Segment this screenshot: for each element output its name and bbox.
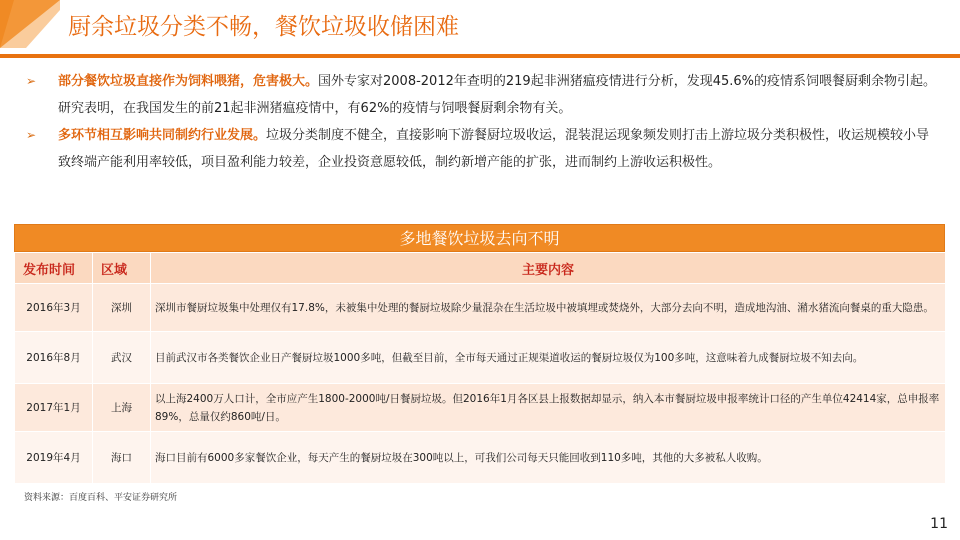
- cell-content: 目前武汉市各类餐饮企业日产餐厨垃圾1000多吨，但截至目前，全市每天通过正规渠道收运的餐厨垃圾仅为100多吨，这意味着九成餐厨垃圾不知去向。: [151, 332, 946, 384]
- waste-destination-table: [14, 224, 945, 484]
- cell-region: 深圳: [93, 284, 151, 332]
- page-number: 11: [930, 516, 948, 532]
- source-note: 资料来源：百度百科、平安证券研究所: [24, 493, 178, 503]
- cell-region: 海口: [93, 432, 151, 484]
- page-title: 厨余垃圾分类不畅，餐饮垃圾收储困难: [68, 14, 459, 40]
- bullet-lead: 部分餐饮垃圾直接作为饲料喂猪，危害极大。: [58, 74, 319, 89]
- table-title: 多地餐饮垃圾去向不明: [14, 224, 945, 252]
- cell-content: 海口目前有6000多家餐饮企业，每天产生的餐厨垃圾在300吨以上，可我们公司每天只能回收到110多吨，其他的大多被私人收购。: [151, 432, 946, 484]
- bullet-item-pig-feed: [24, 68, 942, 122]
- table-header-row: [15, 253, 946, 284]
- table-row: [15, 432, 946, 484]
- column-header-date: 发布时间: [15, 253, 93, 284]
- bullet-body: 国外专家对2008-2012年查明的219起非洲猪瘟疫情进行分析，发现45.6%的疫情系饲喂餐厨剩余物引起。研究表明，在我国发生的前21起非洲猪瘟疫情中，有62%的疫情与饲喂餐厨剩余物有关。: [58, 74, 936, 116]
- column-header-region: 区域: [93, 253, 151, 284]
- cell-date: 2017年1月: [15, 384, 93, 432]
- bullet-item-industry-constraints: [24, 122, 942, 176]
- column-header-content: 主要内容: [151, 253, 946, 284]
- cell-date: 2016年3月: [15, 284, 93, 332]
- cell-content: 深圳市餐厨垃圾集中处理仅有17.8%，未被集中处理的餐厨垃圾除少量混杂在生活垃圾中被填埋或焚烧外，大部分去向不明，造成地沟油、潲水猪流向餐桌的重大隐患。: [151, 284, 946, 332]
- logo-triangle-icon: [0, 0, 60, 50]
- bullet-body: 垃圾分类制度不健全，直接影响下游餐厨垃圾收运，混装混运现象频发则打击上游垃圾分类积极性，收运规模较小导致终端产能利用率较低，项目盈利能力较差，企业投资意愿较低，制约新增产能的扩张，进而制约上游收运积极性。: [58, 128, 930, 170]
- cell-date: 2016年8月: [15, 332, 93, 384]
- arrow-bullet-icon: ➢: [26, 74, 37, 88]
- table-row: [15, 332, 946, 384]
- table-row: [15, 384, 946, 432]
- table-row: [15, 284, 946, 332]
- cell-region: 武汉: [93, 332, 151, 384]
- cell-date: 2019年4月: [15, 432, 93, 484]
- cell-region: 上海: [93, 384, 151, 432]
- cell-content: 以上海2400万人口计，全市应产生1800-2000吨/日餐厨垃圾。但2016年1月各区县上报数据却显示，纳入本市餐厨垃圾申报率统计口径的产生单位42414家，总申报率89%，总量仅约860吨/日。: [151, 384, 946, 432]
- bullet-lead: 多环节相互影响共同制约行业发展。: [58, 128, 267, 143]
- bullet-list: [24, 68, 942, 176]
- header-divider: [0, 54, 960, 58]
- arrow-bullet-icon: ➢: [26, 128, 37, 142]
- data-table: [14, 252, 946, 484]
